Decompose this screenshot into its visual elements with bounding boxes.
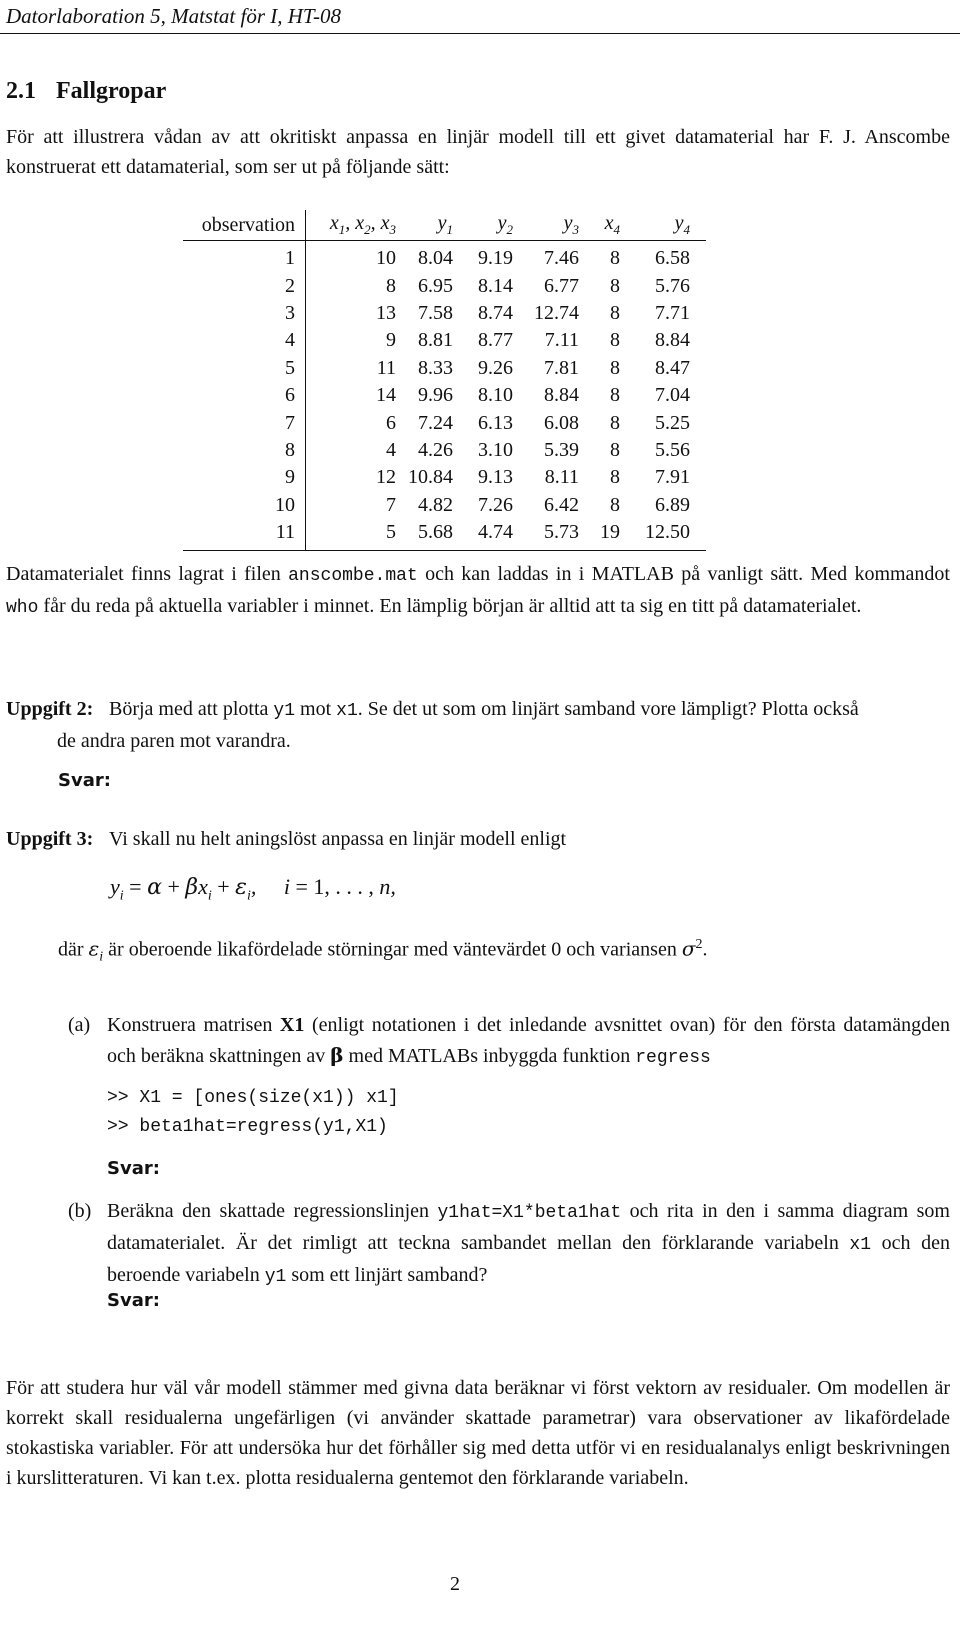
table-cell: 8 [610,301,620,324]
code-line-2: >> beta1hat=regress(y1,X1) [107,1117,388,1137]
table-row [183,355,706,382]
table-cell: 8.84 [544,384,579,407]
table-cell: 7.24 [418,411,453,434]
table-cell: 14 [376,384,396,407]
table-row [183,241,706,273]
anscombe-table [183,210,706,551]
item-a-answer-label: Svar: [107,1158,160,1179]
table-cell: 6 [386,411,396,434]
task-3-label: Uppgift 3: [6,828,94,850]
item-b-answer-label: Svar: [107,1290,160,1311]
sigma-exponent: 2 [695,937,703,952]
table-cell: 7.26 [478,493,513,516]
text: får du reda på aktuella variabler i minnet. En lämplig början är alltid att ta sig en titt på datamaterialet. [38,595,862,617]
text: Börja med att plotta [109,698,274,720]
table-cell: 8 [610,493,620,516]
table-cell: 7 [183,409,306,436]
table-cell: 8 [610,466,620,489]
table-row [183,327,706,354]
table-cell: 8.47 [655,356,690,379]
table-header-row [183,210,706,241]
table-row [183,492,706,519]
table-cell: 9.13 [478,466,513,489]
table-row [183,519,706,551]
table-cell: 6.77 [544,274,579,297]
code-block [107,1084,399,1142]
task-3-text: Vi skall nu helt aningslöst anpassa en linjär modell enligt [109,828,567,850]
table-cell: 9.96 [418,384,453,407]
sigma-symbol: σ [681,936,696,961]
table-cell: 12.50 [620,519,706,551]
table-cell: 9.19 [478,247,513,270]
text: som ett linjärt samband? [286,1264,488,1286]
table-cell: 8 [610,356,620,379]
task-2-text [109,694,950,726]
table-cell: 2 [183,272,306,299]
table-cell: 4 [183,327,306,354]
table-cell: 5.39 [544,438,579,461]
code-y1: y1 [264,1267,287,1287]
item-a-text [107,1010,950,1073]
text: där [58,938,89,961]
table-cell: 3 [183,300,306,327]
table-cell: 6.13 [478,411,513,434]
table-cell: 8 [610,411,620,434]
code-line-1: >> X1 = [ones(size(x1)) x1] [107,1088,399,1108]
table-cell: 8 [610,438,620,461]
text: (enligt notationen i det inledande avsnittet ovan) för den första datamängden och beräkna skattningen av [107,1014,950,1067]
filename-code: anscombe.mat [288,566,418,586]
task-2 [6,694,950,756]
table-cell: 13 [376,301,396,324]
table-cell: 8.11 [544,466,579,489]
table-cell: 6.89 [655,493,690,516]
text: på vanligt sätt. Med kommandot [673,563,950,585]
table-cell: 9.26 [478,356,513,379]
beta-symbol: β [330,1043,344,1067]
item-b [68,1196,950,1292]
table-cell: 7.71 [655,301,690,324]
table-cell: 5.56 [655,438,690,461]
table-cell: 5 [183,355,306,382]
command-code: who [6,598,39,618]
col-header-y4: $y_4$ [620,210,706,241]
table-row [183,382,706,409]
section-title: Fallgropar [56,78,167,104]
table-cell: 7.04 [655,384,690,407]
table-cell: 5 [306,519,397,551]
text: Beräkna den skattade regressionslinjen [107,1200,438,1222]
table-cell: 5.73 [513,519,579,551]
col-header-x123: $x_1$, $x_2$, $x_3$ [306,210,397,241]
table-cell: 8 [386,274,396,297]
table-row [183,272,706,299]
text: och kan laddas in i [417,563,592,585]
section-number: 2.1 [6,78,36,104]
table-cell: 5.25 [655,411,690,434]
table-row [183,437,706,464]
text: med [343,1045,388,1067]
table-cell: 7.11 [544,329,579,352]
table-cell: 12 [376,466,396,489]
model-equation: $y_i = \alpha + \beta x_i + \varepsilon_i$, i = 1, . . . , n, [110,874,396,904]
matrix-x1: X1 [279,1014,305,1036]
text: Datamaterialet finns lagrat i filen [6,563,289,585]
text: är oberoende likafördelade störningar med väntevärdet 0 och variansen [103,938,682,961]
text: . Se det ut som om linjärt samband vore lämpligt? Plotta också [357,698,859,720]
table-cell: 6.08 [544,411,579,434]
text: mot [295,698,337,720]
task-3 [6,824,950,854]
table-cell: 8 [610,274,620,297]
code-y1: y1 [273,701,296,721]
text: och den beroende variabeln [107,1232,950,1286]
table-cell: 4.74 [453,519,513,551]
table-cell: 6 [183,382,306,409]
table-cell: 4.82 [418,493,453,516]
table-cell: 10.84 [408,466,453,489]
col-header-y1: $y_1$ [396,210,453,241]
text: och rita in den i samma diagram som datamaterialet. Är det rimligt att teckna sambandet mellan den förklarande variabeln [107,1200,950,1254]
table-cell: 5.68 [396,519,453,551]
item-b-label: (b) [68,1200,92,1222]
code-x1: x1 [336,701,358,721]
table-cell: 11 [183,519,306,551]
table-cell: 8.81 [418,329,453,352]
col-header-y3: $y_3$ [513,210,579,241]
table-cell: 4.26 [418,438,453,461]
table-cell: 7.81 [544,356,579,379]
intro-paragraph: För att illustrera vådan av att okritiskt anpassa en linjär modell till ett givet datamaterial har F. J. Anscombe konstruerat ett datamaterial, som ser ut på följande sätt: [6,126,950,178]
table-cell: 8.77 [478,329,513,352]
item-a [68,1010,950,1073]
running-header: Datorlaboration 5, Matstat för I, HT-08 [6,4,342,28]
table-cell: 12.74 [534,301,579,324]
error-description [58,930,948,973]
table-row [183,300,706,327]
table-cell: 3.10 [478,438,513,461]
table-cell: 7.91 [655,466,690,489]
task-2-label: Uppgift 2: [6,698,94,720]
table-cell: 8.33 [418,356,453,379]
item-b-text [107,1196,950,1292]
code-y1hat: y1hat=X1*beta1hat [437,1203,622,1223]
table-row [183,464,706,491]
task-2-answer-label: Svar: [58,770,111,791]
table-cell: 9 [386,329,396,352]
col-header-y2: $y_2$ [453,210,513,241]
table-cell: 4 [386,438,396,461]
table-cell: 11 [376,356,396,379]
code-regress: regress [635,1048,711,1068]
matlab-name: MATLAB [387,1045,471,1067]
table-cell: 10 [183,492,306,519]
table-cell: 8.74 [478,301,513,324]
table-cell: 1 [183,241,306,273]
epsilon-subscript: i [99,949,104,965]
col-header-observation: observation [183,210,306,241]
table-row [183,409,706,436]
table-cell: 8 [610,384,620,407]
table-cell: 6.95 [418,274,453,297]
table-cell: 8.04 [418,247,453,270]
section-heading [6,78,166,105]
table-cell: 7.58 [418,301,453,324]
table-cell: 19 [579,519,620,551]
table-cell: 9 [183,464,306,491]
task-2-continuation: de andra paren mot varandra. [57,730,291,752]
table-cell: 5.76 [655,274,690,297]
table-cell: 6.42 [544,493,579,516]
table-cell: 10 [376,247,396,270]
matlab-name: MATLAB [591,563,674,585]
epsilon-symbol: ε [88,936,100,961]
text: Konstruera matrisen [107,1014,280,1036]
table-cell: 8.14 [478,274,513,297]
col-header-x4: $x_4$ [579,210,620,241]
table-cell: 8 [610,329,620,352]
text: s inbyggda funktion [470,1045,636,1067]
code-x1: x1 [849,1235,872,1255]
table-cell: 7 [386,493,396,516]
page-number: 2 [450,1573,460,1595]
table-cell: 8 [610,247,620,270]
table-cell: 8 [183,437,306,464]
header-rule [0,33,960,34]
table-cell: 6.58 [655,247,690,270]
table-cell: 7.46 [544,247,579,270]
table-cell: 8.84 [655,329,690,352]
table-cell: 8.10 [478,384,513,407]
closing-paragraph: För att studera hur väl vår modell stämmer med givna data beräknar vi först vektorn av residualer. Om modellen är korrekt skall residualerna ungefärligen (vi använder skattade parametrar) vara observationer av likafördelade stokastiska variabler. För att undersöka hur det förhåller sig med detta utför vi en residualanalys enligt beskrivningen i kurslitteraturen. Vi kan t.ex. plotta residualerna gentemot den förklarande variabeln. [6,1377,950,1489]
text: . [702,938,708,961]
item-a-label: (a) [68,1014,91,1036]
data-description-paragraph [6,559,950,623]
